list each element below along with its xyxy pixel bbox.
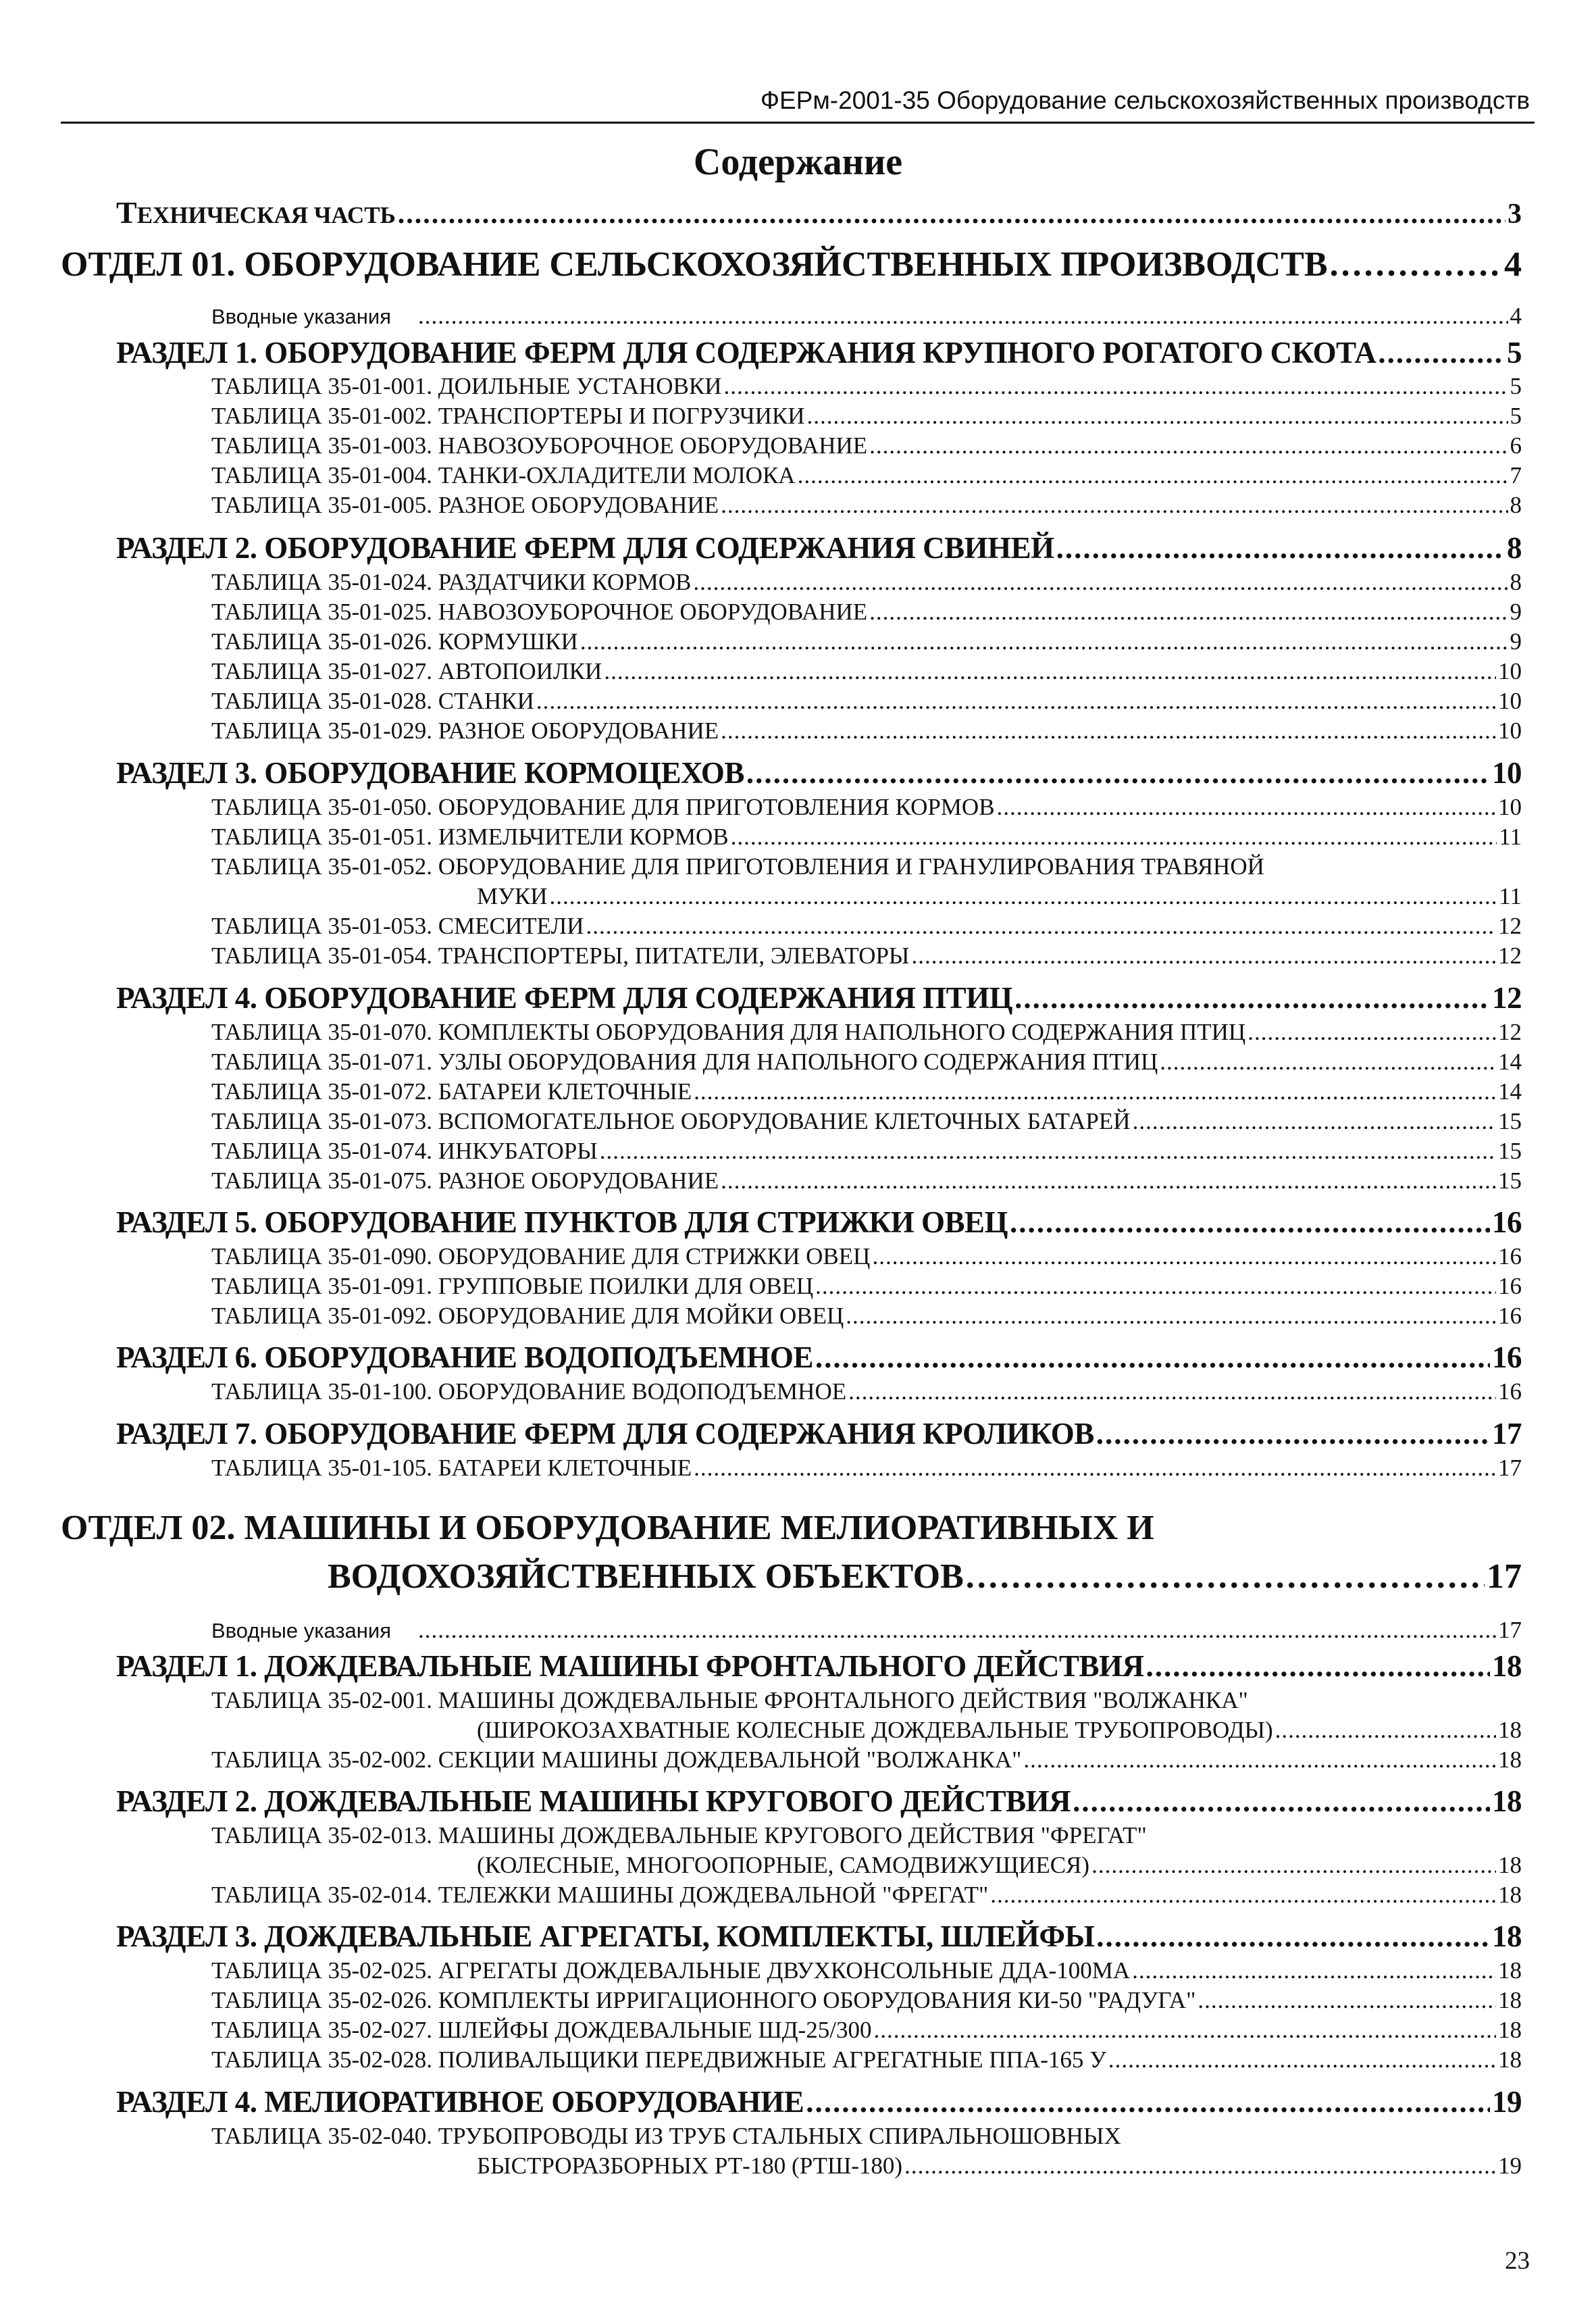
toc-entry-table[interactable] <box>211 1078 1522 1105</box>
toc-entry-table[interactable] <box>211 1882 1522 1909</box>
toc-page-number: 8 <box>1507 531 1522 565</box>
toc-entry-text: ТАБЛИЦА 35-01-051. ИЗМЕЛЬЧИТЕЛИ КОРМОВ <box>211 824 729 850</box>
toc-page-number: 18 <box>1492 1649 1522 1683</box>
toc-entry-table[interactable] <box>211 1987 1522 2014</box>
dot-leader <box>869 432 1508 459</box>
toc-entry-table[interactable] <box>211 2017 1522 2044</box>
dot-leader <box>1275 1717 1496 1744</box>
toc-entry-text: РАЗДЕЛ 1. ОБОРУДОВАНИЕ ФЕРМ ДЛЯ СОДЕРЖАНИЯ КРУПНОГО РОГАТОГО СКОТА <box>116 336 1376 370</box>
toc-entry-table[interactable] <box>211 913 1522 940</box>
toc-page-number: 15 <box>1498 1138 1522 1164</box>
toc-page-number: 18 <box>1498 1957 1522 1984</box>
toc-entry-table[interactable] <box>211 1019 1522 1046</box>
toc-entry-text: ТАБЛИЦА 35-01-073. ВСПОМОГАТЕЛЬНОЕ ОБОРУДОВАНИЕ КЛЕТОЧНЫХ БАТАРЕЙ <box>211 1108 1131 1134</box>
toc-page-number: 17 <box>1498 1617 1522 1643</box>
toc-entry-text: ТАБЛИЦА 35-01-092. ОБОРУДОВАНИЕ ДЛЯ МОЙКИ ОВЕЦ <box>211 1303 844 1329</box>
toc-entry-table-continuation[interactable] <box>477 883 1522 910</box>
toc-entry-text: ТАБЛИЦА 35-02-025. АГРЕГАТЫ ДОЖДЕВАЛЬНЫЕ ДВУХКОНСОЛЬНЫЕ ДДА-100МА <box>211 1957 1131 1984</box>
toc-entry-table-continuation[interactable] <box>477 1717 1522 1744</box>
dot-leader <box>1160 1049 1496 1076</box>
toc-entry-intro[interactable] <box>211 303 1522 330</box>
dot-leader <box>1133 1108 1496 1135</box>
toc-entry-text: ТАБЛИЦА 35-01-054. ТРАНСПОРТЕРЫ, ПИТАТЕЛИ, ЭЛЕВАТОРЫ <box>211 942 910 969</box>
dot-leader <box>580 628 1508 655</box>
toc-page-number: 10 <box>1498 718 1522 744</box>
dot-leader <box>997 794 1496 821</box>
toc-entry-text: ТАБЛИЦА 35-01-026. КОРМУШКИ <box>211 628 578 655</box>
toc-entry-text: РАЗДЕЛ 7. ОБОРУДОВАНИЕ ФЕРМ ДЛЯ СОДЕРЖАНИЯ КРОЛИКОВ <box>116 1417 1094 1451</box>
dot-leader <box>1096 1919 1490 1954</box>
header-rule <box>61 122 1535 124</box>
toc-page-number: 19 <box>1492 2085 1522 2119</box>
toc-entry-tech[interactable] <box>116 195 1522 230</box>
toc-page-number: 17 <box>1492 1417 1522 1451</box>
toc-entry-razdel[interactable] <box>116 1919 1522 1954</box>
dot-leader <box>815 1273 1496 1300</box>
toc-entry-otdel-02-line1[interactable]: ОТДЕЛ 02. МАШИНЫ И ОБОРУДОВАНИЕ МЕЛИОРАТИВНЫХ И <box>61 1509 1154 1547</box>
toc-page-number: 16 <box>1498 1303 1522 1329</box>
toc-entry-text: ВОДОХОЗЯЙСТВЕННЫХ ОБЪЕКТОВ <box>328 1557 964 1596</box>
dot-leader <box>694 1078 1496 1105</box>
toc-entry-text: ТАБЛИЦА 35-01-091. ГРУППОВЫЕ ПОИЛКИ ДЛЯ ОВЕЦ <box>211 1273 814 1299</box>
toc-page-number: 11 <box>1499 883 1522 909</box>
toc-page-number: 19 <box>1498 2153 1522 2179</box>
toc-page-number: 16 <box>1498 1378 1522 1405</box>
toc-page-number: 18 <box>1492 1919 1522 1953</box>
toc-page-number: 18 <box>1498 1987 1522 2013</box>
toc-entry-table[interactable] <box>211 462 1522 489</box>
dot-leader <box>1108 2046 1496 2073</box>
dot-leader <box>1014 980 1490 1015</box>
dot-leader <box>550 883 1497 910</box>
toc-entry-text: ТАБЛИЦА 35-01-074. ИНКУБАТОРЫ <box>211 1138 598 1164</box>
toc-page-number: 5 <box>1510 403 1522 429</box>
dot-leader <box>1132 1957 1496 1984</box>
toc-entry-text: ТАБЛИЦА 35-02-028. ПОЛИВАЛЬЩИКИ ПЕРЕДВИЖНЫЕ АГРЕГАТНЫЕ ППА-165 У <box>211 2046 1106 2073</box>
toc-entry-text: ТАБЛИЦА 35-01-028. СТАНКИ <box>211 688 534 714</box>
toc-entry-razdel[interactable] <box>116 1340 1522 1375</box>
dot-leader <box>1091 1852 1496 1879</box>
toc-entry-text: ТАБЛИЦА 35-01-029. РАЗНОЕ ОБОРУДОВАНИЕ <box>211 718 719 744</box>
toc-entry-text: ТАБЛИЦА 35-01-071. УЗЛЫ ОБОРУДОВАНИЯ ДЛЯ НАПОЛЬНОГО СОДЕРЖАНИЯ ПТИЦ <box>211 1049 1158 1075</box>
toc-entry-table[interactable] <box>211 1746 1522 1774</box>
toc-entry-text: ТЕХНИЧЕСКАЯ ЧАСТЬ <box>116 195 396 230</box>
toc-page-number: 3 <box>1508 199 1522 230</box>
toc-page-number: 4 <box>1510 303 1522 329</box>
toc-entry-text: РАЗДЕЛ 3. ДОЖДЕВАЛЬНЫЕ АГРЕГАТЫ, КОМПЛЕКТЫ, ШЛЕЙФЫ <box>116 1919 1095 1953</box>
dot-leader <box>398 198 1505 230</box>
dot-leader <box>966 1557 1485 1596</box>
toc-entry-table[interactable] <box>211 2046 1522 2073</box>
dot-leader <box>1073 1784 1490 1819</box>
toc-entry-razdel[interactable] <box>116 755 1522 790</box>
toc-entry-text: ТАБЛИЦА 35-01-024. РАЗДАТЧИКИ КОРМОВ <box>211 569 692 595</box>
toc-entry-table[interactable] <box>211 1167 1522 1194</box>
dot-leader <box>604 658 1496 685</box>
toc-entry-table[interactable] <box>211 628 1522 655</box>
dot-leader <box>724 373 1508 400</box>
toc-entry-table[interactable] <box>211 403 1522 430</box>
toc-page-number: 16 <box>1498 1273 1522 1299</box>
toc-page-number: 9 <box>1510 628 1522 655</box>
toc-title: Содержание <box>693 141 903 183</box>
toc-entry-table[interactable] <box>211 373 1522 400</box>
toc-entry-razdel[interactable] <box>116 1416 1522 1451</box>
dot-leader <box>904 2153 1496 2180</box>
dot-leader <box>911 942 1496 970</box>
toc-page-number: 5 <box>1510 373 1522 399</box>
toc-page-number: 10 <box>1492 756 1522 790</box>
toc-page-number: 18 <box>1498 2046 1522 2073</box>
toc-page-number: 8 <box>1510 569 1522 595</box>
toc-entry-text: ТАБЛИЦА 35-01-025. НАВОЗОУБОРОЧНОЕ ОБОРУДОВАНИЕ <box>211 599 868 625</box>
toc-page-number: 12 <box>1492 981 1522 1015</box>
toc-page-number: 17 <box>1498 1455 1522 1481</box>
toc-page-number: 11 <box>1499 824 1522 850</box>
toc-entry-text: РАЗДЕЛ 3. ОБОРУДОВАНИЕ КОРМОЦЕХОВ <box>116 756 744 790</box>
dot-leader <box>1010 1205 1490 1240</box>
toc-page-number: 18 <box>1492 1784 1522 1818</box>
toc-entry-table[interactable] <box>211 492 1522 519</box>
toc-entry-text: ТАБЛИЦА 35-01-075. РАЗНОЕ ОБОРУДОВАНИЕ <box>211 1167 719 1194</box>
toc-page-number: 10 <box>1498 688 1522 714</box>
dot-leader <box>1146 1649 1490 1684</box>
toc-page-number: 15 <box>1498 1167 1522 1194</box>
toc-entry-text: ТАБЛИЦА 35-01-005. РАЗНОЕ ОБОРУДОВАНИЕ <box>211 492 719 518</box>
toc-entry-razdel[interactable] <box>116 335 1522 370</box>
dot-leader <box>815 1340 1490 1375</box>
toc-entry-razdel[interactable] <box>116 1649 1522 1684</box>
dot-leader <box>990 1882 1496 1909</box>
page-number: 23 <box>1505 2247 1530 2275</box>
dot-leader <box>872 1243 1496 1270</box>
toc-entry-text: БЫСТРОРАЗБОРНЫХ РТ-180 (РТШ-180) <box>477 2153 903 2179</box>
toc-entry-text: ТАБЛИЦА 35-01-003. НАВОЗОУБОРОЧНОЕ ОБОРУДОВАНИЕ <box>211 432 868 459</box>
toc-entry-text: (ШИРОКОЗАХВАТНЫЕ КОЛЕСНЫЕ ДОЖДЕВАЛЬНЫЕ ТРУБОПРОВОДЫ) <box>477 1717 1273 1743</box>
toc-page-number: 18 <box>1498 1746 1522 1773</box>
toc-entry-text: РАЗДЕЛ 5. ОБОРУДОВАНИЕ ПУНКТОВ ДЛЯ СТРИЖКИ ОВЕЦ <box>116 1205 1008 1239</box>
toc-page-number: 18 <box>1498 2017 1522 2043</box>
toc-entry-text: РАЗДЕЛ 4. ОБОРУДОВАНИЕ ФЕРМ ДЛЯ СОДЕРЖАНИЯ ПТИЦ <box>116 981 1013 1015</box>
toc-entry-text: МУКИ <box>477 883 548 909</box>
toc-entry-table-line1[interactable]: ТАБЛИЦА 35-02-001. МАШИНЫ ДОЖДЕВАЛЬНЫЕ ФРОНТАЛЬНОГО ДЕЙСТВИЯ "ВОЛЖАНКА" <box>211 1687 1248 1713</box>
toc-entry-razdel[interactable] <box>116 530 1522 565</box>
toc-entry-text: ТАБЛИЦА 35-01-090. ОБОРУДОВАНИЕ ДЛЯ СТРИЖКИ ОВЕЦ <box>211 1243 871 1269</box>
toc-entry-text: ТАБЛИЦА 35-01-100. ОБОРУДОВАНИЕ ВОДОПОДЪЕМНОЕ <box>211 1378 847 1405</box>
dot-leader <box>746 755 1490 790</box>
toc-entry-text: ТАБЛИЦА 35-02-027. ШЛЕЙФЫ ДОЖДЕВАЛЬНЫЕ ШД-25/300 <box>211 2017 872 2043</box>
toc-entry-text: ТАБЛИЦА 35-01-072. БАТАРЕИ КЛЕТОЧНЫЕ <box>211 1078 692 1105</box>
toc-entry-table[interactable] <box>211 1303 1522 1330</box>
toc-entry-table[interactable] <box>211 569 1522 596</box>
dot-leader <box>693 569 1508 596</box>
dot-leader <box>721 1167 1496 1194</box>
toc-entry-table[interactable] <box>211 794 1522 821</box>
dot-leader <box>869 599 1508 626</box>
toc-entry-table[interactable] <box>211 1049 1522 1076</box>
toc-page-number: 14 <box>1498 1078 1522 1105</box>
toc-entry-text: ТАБЛИЦА 35-01-002. ТРАНСПОРТЕРЫ И ПОГРУЗЧИКИ <box>211 403 805 429</box>
toc-entry-text: ТАБЛИЦА 35-01-070. КОМПЛЕКТЫ ОБОРУДОВАНИЯ ДЛЯ НАПОЛЬНОГО СОДЕРЖАНИЯ ПТИЦ <box>211 1019 1246 1045</box>
toc-entry-otdel-01[interactable] <box>61 245 1522 284</box>
toc-entry-table[interactable] <box>211 1138 1522 1165</box>
dot-leader <box>536 688 1496 715</box>
toc-entry-text: РАЗДЕЛ 6. ОБОРУДОВАНИЕ ВОДОПОДЪЕМНОЕ <box>116 1340 813 1374</box>
dot-leader <box>600 1138 1496 1165</box>
toc-entry-text: ТАБЛИЦА 35-01-053. СМЕСИТЕЛИ <box>211 913 584 939</box>
dot-leader <box>1056 530 1505 565</box>
dot-leader <box>721 718 1496 745</box>
dot-leader <box>874 2017 1496 2044</box>
toc-entry-table[interactable] <box>211 1378 1522 1405</box>
dot-leader <box>806 2084 1490 2119</box>
toc-entry-text: РАЗДЕЛ 4. МЕЛИОРАТИВНОЕ ОБОРУДОВАНИЕ <box>116 2085 804 2119</box>
toc-entry-table-continuation[interactable] <box>477 1852 1522 1879</box>
toc-entry-text: РАЗДЕЛ 1. ДОЖДЕВАЛЬНЫЕ МАШИНЫ ФРОНТАЛЬНОГО ДЕЙСТВИЯ <box>116 1649 1144 1683</box>
toc-entry-table[interactable] <box>211 718 1522 745</box>
toc-page-number: 5 <box>1507 336 1522 370</box>
toc-page-number: 16 <box>1492 1205 1522 1239</box>
toc-entry-table[interactable] <box>211 942 1522 970</box>
toc-entry-text: ТАБЛИЦА 35-01-027. АВТОПОИЛКИ <box>211 658 602 684</box>
toc-entry-table-line1[interactable]: ТАБЛИЦА 35-02-040. ТРУБОПРОВОДЫ ИЗ ТРУБ СТАЛЬНЫХ СПИРАЛЬНОШОВНЫХ <box>211 2123 1121 2149</box>
toc-page-number: 4 <box>1504 245 1522 284</box>
toc-entry-razdel[interactable] <box>116 2084 1522 2119</box>
toc-entry-text: ТАБЛИЦА 35-02-002. СЕКЦИИ МАШИНЫ ДОЖДЕВАЛЬНОЙ "ВОЛЖАНКА" <box>211 1746 1022 1773</box>
toc-page-number: 6 <box>1510 432 1522 459</box>
toc-entry-intro[interactable] <box>211 1617 1522 1644</box>
toc-page-number: 18 <box>1498 1852 1522 1878</box>
running-header: ФЕРм-2001-35 Оборудование сельскохозяйственных производств <box>760 86 1530 114</box>
dot-leader <box>1023 1746 1496 1774</box>
toc-page-number: 16 <box>1498 1243 1522 1269</box>
dot-leader <box>418 303 1508 330</box>
dot-leader <box>694 1455 1496 1482</box>
toc-entry-text: ТАБЛИЦА 35-01-050. ОБОРУДОВАНИЕ ДЛЯ ПРИГОТОВЛЕНИЯ КОРМОВ <box>211 794 995 820</box>
toc-entry-text: Вводные указания <box>211 1619 392 1642</box>
dot-leader <box>1198 1987 1496 2014</box>
toc-page-number: 10 <box>1498 794 1522 820</box>
toc-page-number: 12 <box>1498 942 1522 969</box>
dot-leader <box>1247 1019 1496 1046</box>
toc-entry-table-line1[interactable]: ТАБЛИЦА 35-01-052. ОБОРУДОВАНИЕ ДЛЯ ПРИГОТОВЛЕНИЯ И ГРАНУЛИРОВАНИЯ ТРАВЯНОЙ <box>211 853 1264 880</box>
toc-entry-text: РАЗДЕЛ 2. ОБОРУДОВАНИЕ ФЕРМ ДЛЯ СОДЕРЖАНИЯ СВИНЕЙ <box>116 531 1054 565</box>
dot-leader <box>586 913 1496 940</box>
toc-entry-text: (КОЛЕСНЫЕ, МНОГООПОРНЫЕ, САМОДВИЖУЩИЕСЯ) <box>477 1852 1090 1878</box>
toc-page-number: 18 <box>1498 1717 1522 1743</box>
toc-page-number: 18 <box>1498 1882 1522 1908</box>
toc-entry-table[interactable] <box>211 824 1522 851</box>
toc-page-number: 9 <box>1510 599 1522 625</box>
toc-entry-text: ТАБЛИЦА 35-02-026. КОМПЛЕКТЫ ИРРИГАЦИОННОГО ОБОРУДОВАНИЯ КИ-50 "РАДУГА" <box>211 1987 1196 2013</box>
toc-page-number: 12 <box>1498 1019 1522 1045</box>
toc-entry-text: ТАБЛИЦА 35-02-014. ТЕЛЕЖКИ МАШИНЫ ДОЖДЕВАЛЬНОЙ "ФРЕГАТ" <box>211 1882 989 1908</box>
toc-page-number: 16 <box>1492 1340 1522 1374</box>
toc-entry-table[interactable] <box>211 1273 1522 1300</box>
toc-page-number: 12 <box>1498 913 1522 939</box>
toc-entry-table[interactable] <box>211 1455 1522 1482</box>
toc-entry-razdel[interactable] <box>116 980 1522 1015</box>
dot-leader <box>1096 1416 1490 1451</box>
dot-leader <box>418 1617 1496 1644</box>
toc-entry-table[interactable] <box>211 658 1522 685</box>
toc-entry-text: РАЗДЕЛ 2. ДОЖДЕВАЛЬНЫЕ МАШИНЫ КРУГОВОГО ДЕЙСТВИЯ <box>116 1784 1071 1818</box>
dot-leader <box>1330 245 1502 284</box>
dot-leader <box>721 492 1508 519</box>
toc-entry-table[interactable] <box>211 1108 1522 1135</box>
dot-leader <box>731 824 1497 851</box>
dot-leader <box>848 1378 1496 1405</box>
dot-leader <box>807 403 1508 430</box>
toc-entry-text: ОТДЕЛ 01. ОБОРУДОВАНИЕ СЕЛЬСКОХОЗЯЙСТВЕННЫХ ПРОИЗВОДСТВ <box>61 245 1328 284</box>
toc-entry-table[interactable] <box>211 1957 1522 1984</box>
toc-entry-razdel[interactable] <box>116 1205 1522 1240</box>
toc-entry-table[interactable] <box>211 1243 1522 1270</box>
toc-entry-otdel-02[interactable] <box>328 1557 1522 1596</box>
dot-leader <box>1378 335 1505 370</box>
dot-leader <box>846 1303 1496 1330</box>
toc-page-number: 17 <box>1487 1557 1522 1596</box>
toc-page-number: 8 <box>1510 492 1522 518</box>
toc-page-number: 7 <box>1510 462 1522 488</box>
dot-leader <box>798 462 1508 489</box>
toc-page-number: 10 <box>1498 658 1522 684</box>
toc-entry-text: ТАБЛИЦА 35-01-001. ДОИЛЬНЫЕ УСТАНОВКИ <box>211 373 722 399</box>
toc-entry-razdel[interactable] <box>116 1784 1522 1819</box>
toc-entry-table[interactable] <box>211 688 1522 715</box>
toc-entry-text: Вводные указания <box>211 305 392 328</box>
toc-entry-table-line1[interactable]: ТАБЛИЦА 35-02-013. МАШИНЫ ДОЖДЕВАЛЬНЫЕ КРУГОВОГО ДЕЙСТВИЯ "ФРЕГАТ" <box>211 1822 1147 1848</box>
toc-entry-text: ТАБЛИЦА 35-01-105. БАТАРЕИ КЛЕТОЧНЫЕ <box>211 1455 692 1481</box>
toc-entry-table-continuation[interactable] <box>477 2153 1522 2180</box>
toc-entry-table[interactable] <box>211 599 1522 626</box>
toc-entry-text: ТАБЛИЦА 35-01-004. ТАНКИ-ОХЛАДИТЕЛИ МОЛОКА <box>211 462 796 488</box>
toc-page-number: 15 <box>1498 1108 1522 1134</box>
toc-entry-table[interactable] <box>211 432 1522 459</box>
toc-page-number: 14 <box>1498 1049 1522 1075</box>
